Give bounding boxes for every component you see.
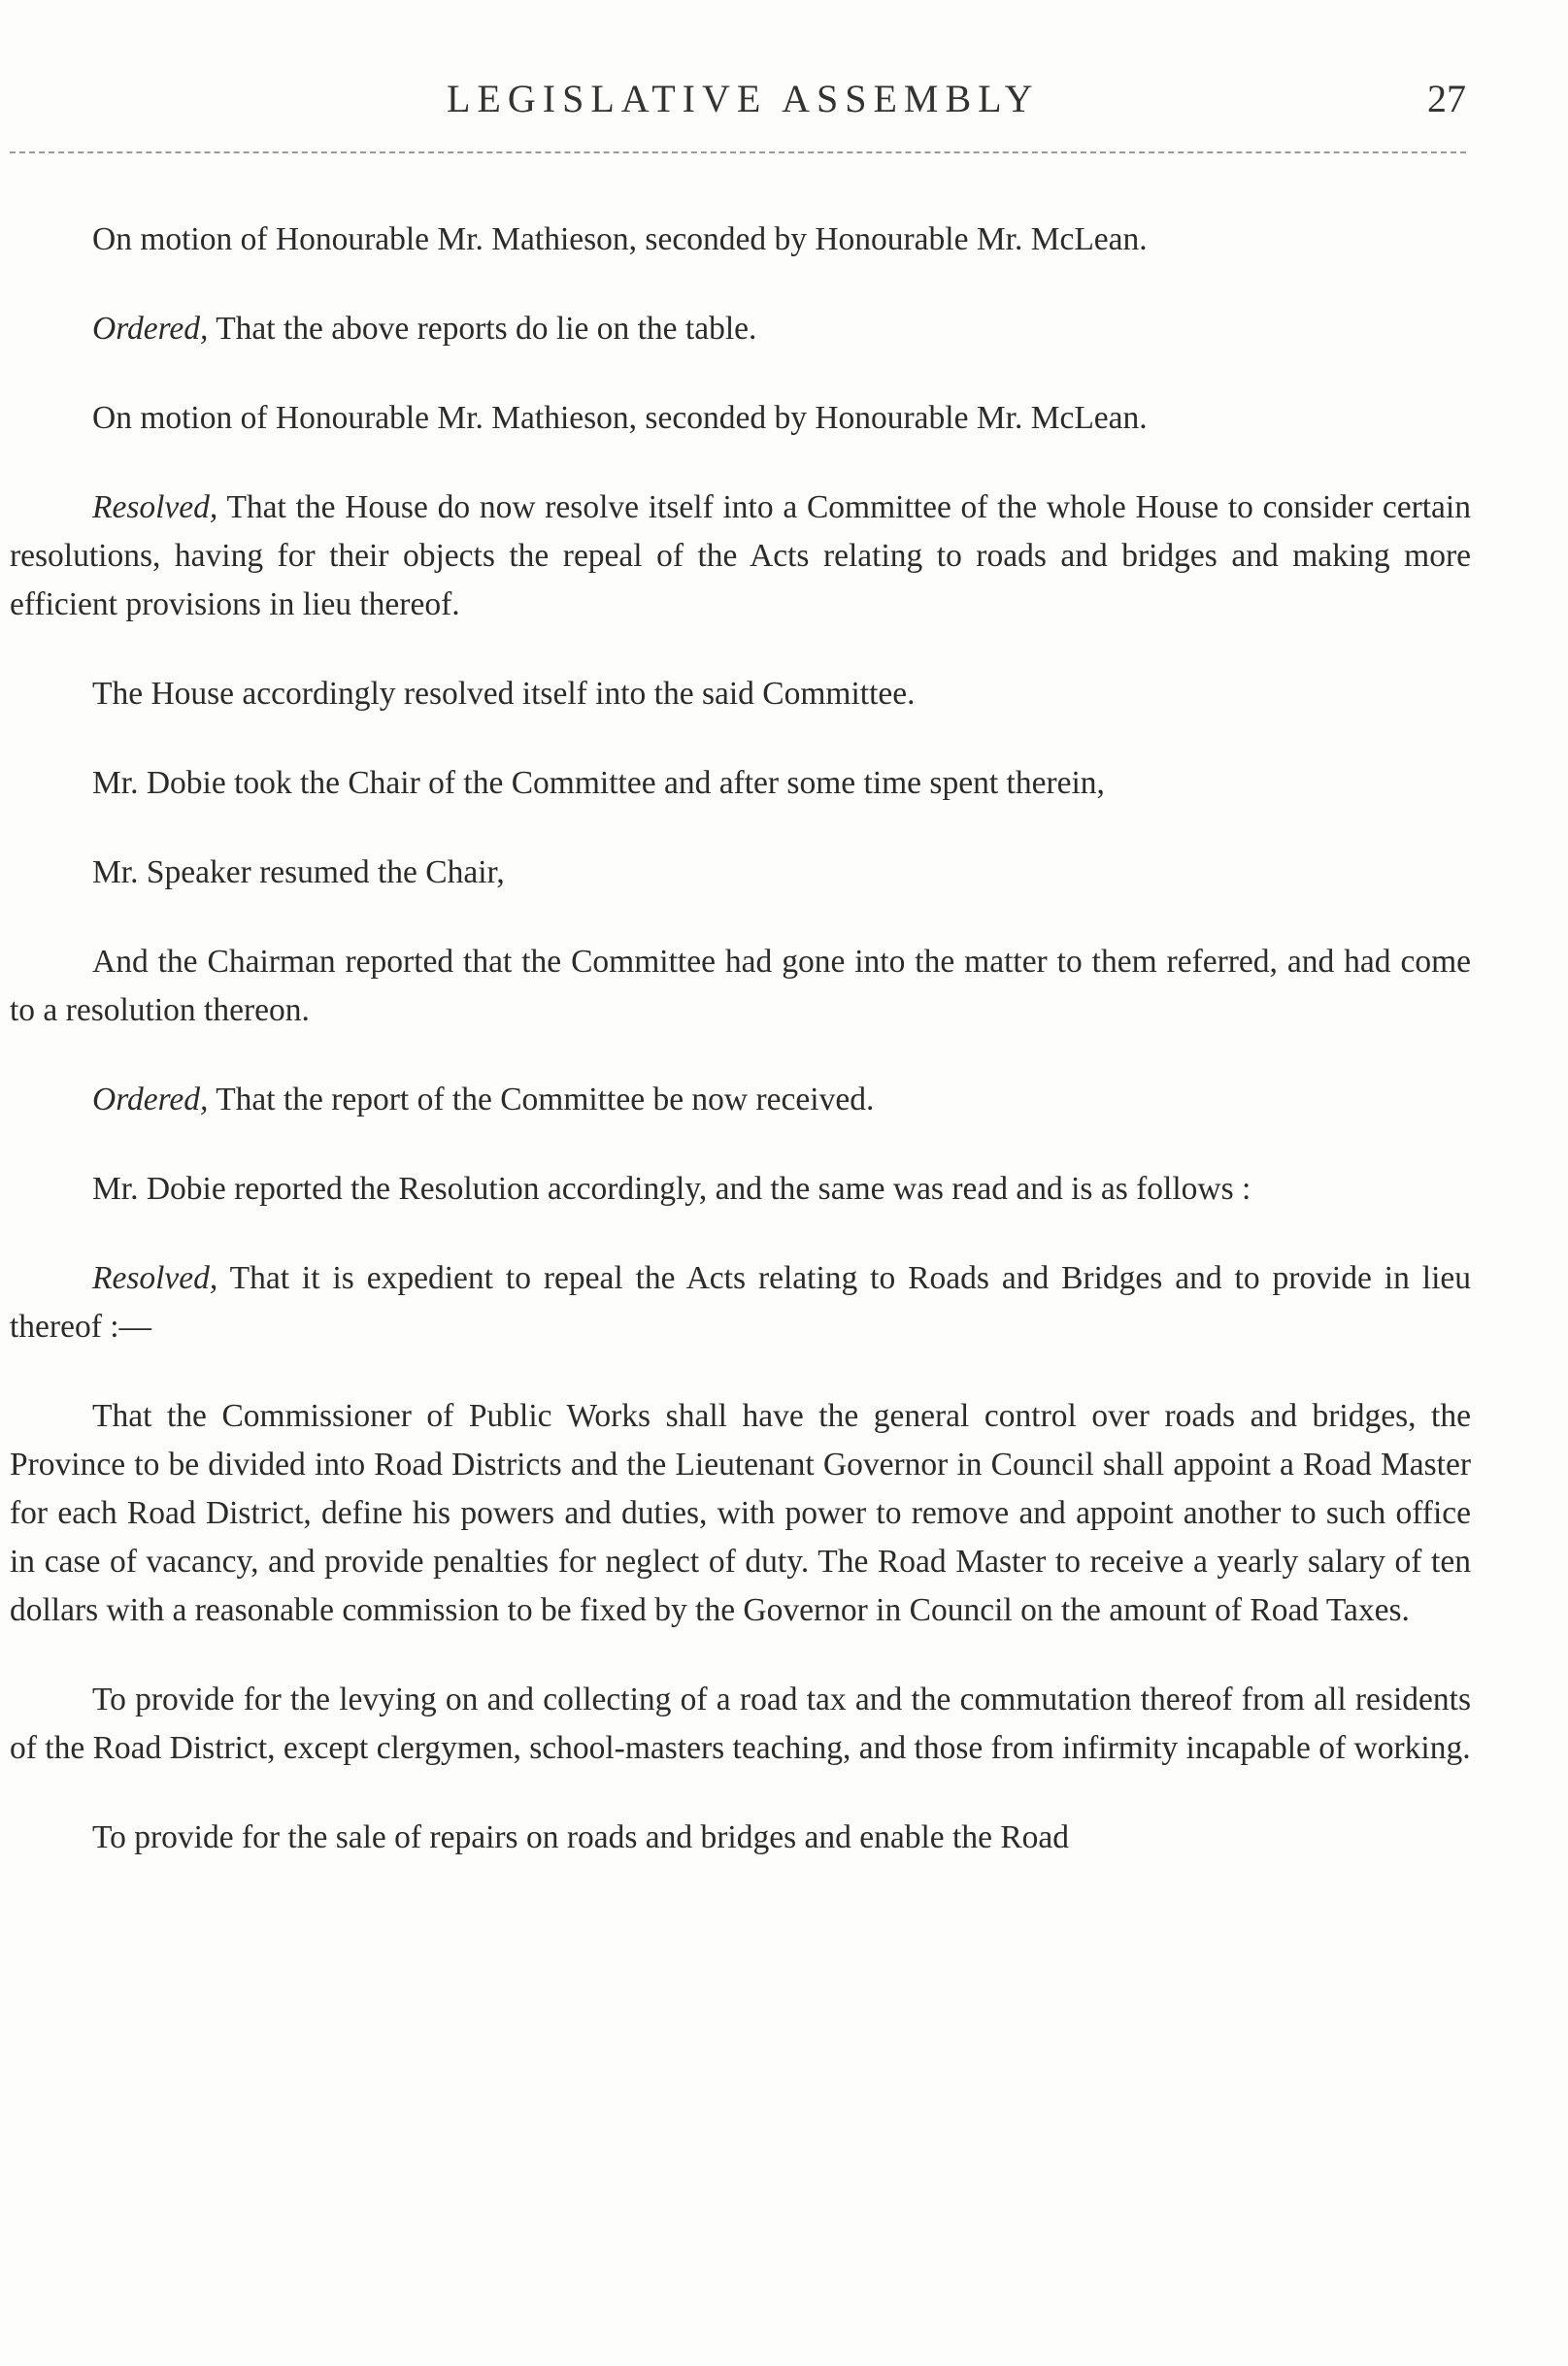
- paragraph-text: To provide for the levying on and collecting of a road tax and the commutation thereof from all residents of the Road District, except clergymen, school-masters teaching, and those from infirmity incapable of working.: [10, 1682, 1471, 1766]
- running-title: LEGISLATIVE ASSEMBLY: [447, 77, 1040, 120]
- paragraph-text: Mr. Dobie took the Chair of the Committee and after some time spent therein,: [92, 765, 1105, 801]
- paragraph: [10, 394, 1471, 443]
- paragraph-text: The House accordingly resolved itself into the said Committee.: [92, 676, 916, 712]
- paragraph-text: That it is expedient to repeal the Acts relating to Roads and Bridges and to provide in lieu thereof :—: [10, 1260, 1471, 1345]
- paragraph-text: And the Chairman reported that the Committee had gone into the matter to them referred, and had come to a resolution thereon.: [10, 944, 1471, 1028]
- paragraph-lead: Ordered,: [92, 311, 209, 347]
- paragraph: [10, 670, 1471, 718]
- page-number: 27: [1427, 77, 1466, 120]
- paragraph-lead: Resolved,: [92, 1260, 218, 1296]
- paragraph-text: That the above reports do lie on the table.: [216, 311, 757, 347]
- paragraph-text: To provide for the sale of repairs on roads and bridges and enable the Road: [92, 1819, 1070, 1855]
- paragraph: [10, 1165, 1471, 1214]
- paragraph: [10, 216, 1471, 264]
- page-header: [10, 76, 1466, 124]
- paragraph: [10, 849, 1471, 897]
- paragraph: [10, 483, 1471, 629]
- paragraph: [10, 1392, 1471, 1635]
- paragraph: [10, 305, 1471, 353]
- paragraph-text: That the House do now resolve itself into a Committee of the whole House to consider certain resolutions, having for their objects the repeal of the Acts relating to roads and bridges and making more efficient provisions in lieu thereof.: [10, 489, 1471, 622]
- header-rule: [10, 151, 1466, 153]
- paragraph-text: Mr. Speaker resumed the Chair,: [92, 854, 505, 890]
- paragraph: [10, 938, 1471, 1035]
- paragraph: [10, 759, 1471, 808]
- paragraph: [10, 1814, 1471, 1862]
- paragraph-text: That the report of the Committee be now received.: [216, 1082, 875, 1117]
- paragraph: [10, 1676, 1471, 1773]
- paragraph-text: On motion of Honourable Mr. Mathieson, seconded by Honourable Mr. McLean.: [92, 400, 1148, 436]
- paragraph: [10, 1076, 1471, 1124]
- body-text: [10, 216, 1471, 1903]
- paragraph: [10, 1254, 1471, 1351]
- paragraph-text: That the Commissioner of Public Works shall have the general control over roads and bridges, the Province to be divided into Road Districts and the Lieutenant Governor in Council shall appoint a Road Master for each Road District, define his powers and duties, with power to remove and appoint another to such office in case of vacancy, and provide penalties for neglect of duty. The Road Master to receive a yearly salary of ten dollars with a reasonable commission to be fixed by the Governor in Council on the amount of Road Taxes.: [10, 1398, 1471, 1628]
- paragraph-text: Mr. Dobie reported the Resolution accordingly, and the same was read and is as follows :: [92, 1171, 1251, 1207]
- paragraph-lead: Ordered,: [92, 1082, 209, 1117]
- paragraph-text: On motion of Honourable Mr. Mathieson, seconded by Honourable Mr. McLean.: [92, 221, 1148, 257]
- paragraph-lead: Resolved,: [92, 489, 218, 525]
